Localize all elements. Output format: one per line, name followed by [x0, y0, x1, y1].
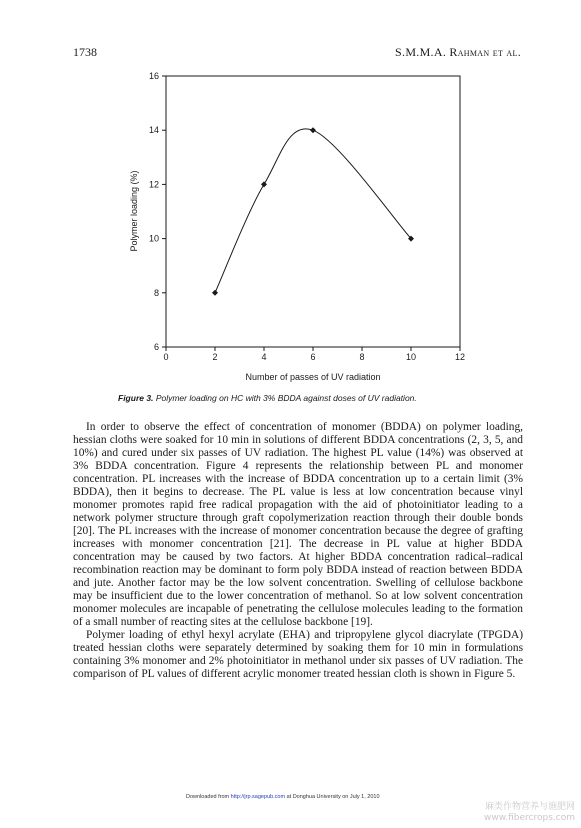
figure-caption-label: Figure 3.	[118, 393, 154, 403]
body-paragraph: In order to observe the effect of concentration of monomer (BDDA) on polymer loading, hessian cloths were soaked for 10 min in solutions of different BDDA concentrations (2, 3, 5, and 10%) and cured under six passes of UV radiation. The highest PL value (14%) was observed at 3% BDDA concentration. Figure 4 represents the relationship between PL and monomer concentration. PL increases with the increase of BDDA concentration up to a certain limit (3% BDDA), then it begins to decrease. The PL value is less at low concentration because vinyl monomer promotes rapid free radical propagation with the aid of photoinitiator leading to a network polymer structure through graft copolymerization reaction through their double bonds [20]. The PL increases with the increase of monomer concentration because the degree of grafting increases with monomer concentration [21]. The decrease in PL value at higher BDDA concentration may be caused by two factors. At higher BDDA concentration radical–radical recombination reaction may be dominant to form poly BDDA instead of reaction between BDDA and jute. Another factor may be the low solvent concentration. Swelling of cellulose backbone may be insufficient due to the lower concentration of methanol. So at low solvent concentration monomer molecules are incapable of penetrating the cellulose molecules leading to the formation of a small number of reacting sites at the cellulose backbone [19].	[73, 421, 523, 628]
y-tick-label: 10	[148, 233, 159, 244]
x-tick-label: 10	[405, 352, 417, 362]
download-footer	[186, 794, 380, 800]
data-point-marker	[261, 181, 267, 187]
x-tick-label: 2	[212, 352, 218, 362]
x-tick-label: 8	[359, 352, 365, 362]
y-tick-label: 12	[148, 179, 159, 190]
x-tick-label: 6	[310, 352, 316, 362]
plot-frame	[166, 76, 460, 347]
site-watermark: 麻类作物营养与施肥网 www.fibercrops.com	[484, 802, 575, 823]
body-paragraph: Polymer loading of ethyl hexyl acrylate (EHA) and tripropylene glycol diacrylate (TPGDA) treated hessian cloths were separately determined by soaking them for 10 min in formulations containing 3% monomer and 2% photoinitiator in methanol under six passes of UV radiation. The comparison of PL values of different acrylic monomer treated hessian cloth is shown in Figure 5.	[73, 629, 523, 680]
x-tick-label: 0	[163, 352, 169, 362]
y-tick-label: 6	[153, 342, 159, 352]
figure-caption	[118, 393, 478, 403]
polymer-loading-chart	[0, 0, 581, 400]
y-axis-ticks	[149, 71, 166, 352]
series-line	[215, 129, 411, 293]
figure-caption-text: Polymer loading on HC with 3% BDDA against doses of UV radiation.	[155, 393, 417, 403]
page-number: 1738	[73, 45, 97, 59]
x-axis-label: Number of passes of UV radiation	[245, 372, 381, 382]
footer-prefix: Downloaded from	[186, 794, 231, 800]
x-axis-ticks	[163, 347, 465, 362]
footer-link[interactable]: http://jrp.sagepub.com	[230, 794, 286, 800]
y-axis-label: Polymer loading (%)	[129, 170, 139, 252]
data-point-marker	[212, 290, 218, 296]
y-tick-label: 16	[148, 71, 159, 81]
series-markers	[212, 127, 414, 296]
x-tick-label: 4	[261, 352, 267, 362]
data-point-marker	[310, 127, 316, 133]
body-text	[73, 421, 523, 681]
x-tick-label: 12	[454, 352, 466, 362]
footer-suffix: at Donghua University on July 1, 2010	[285, 794, 380, 800]
running-head: S.M.M.A. Rahman et al.	[395, 45, 521, 59]
y-tick-label: 14	[148, 125, 159, 136]
y-tick-label: 8	[153, 287, 159, 298]
